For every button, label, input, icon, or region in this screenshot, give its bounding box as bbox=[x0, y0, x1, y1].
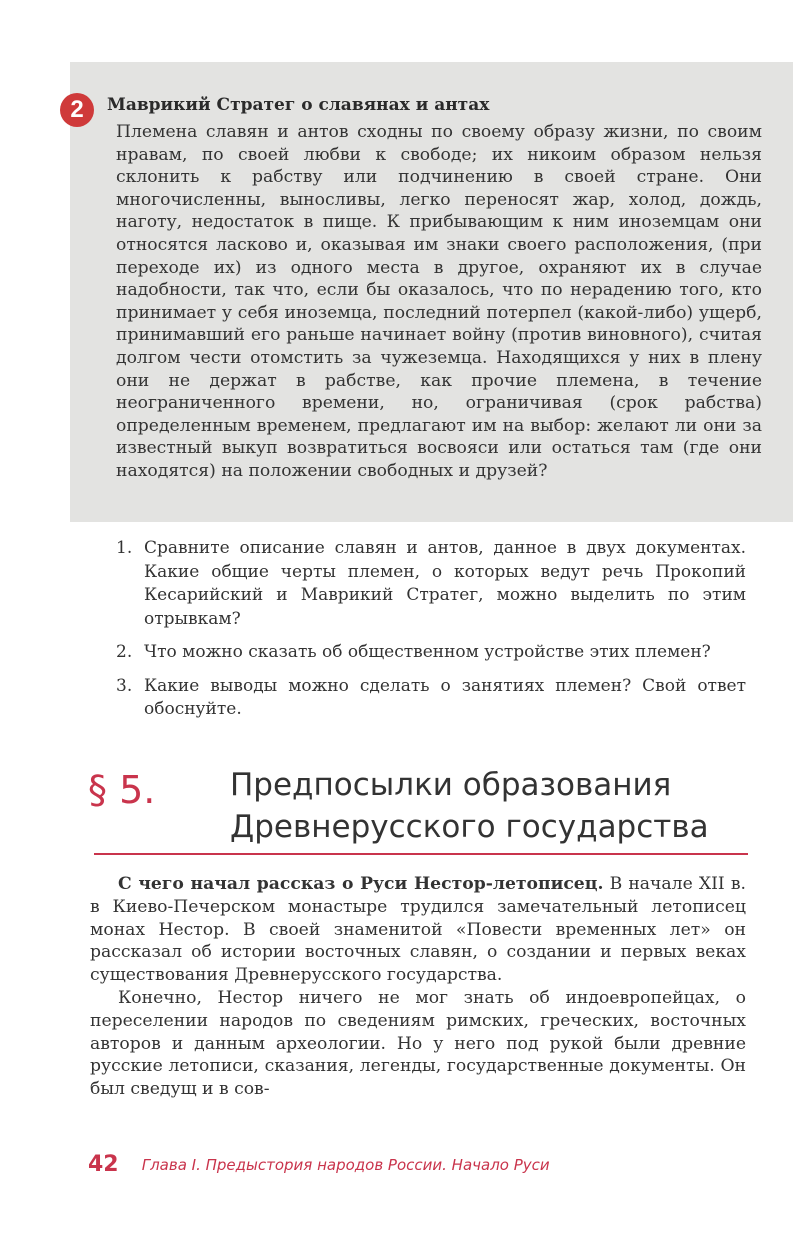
source-text: Племена славян и антов сходны по своему образу жизни, по своим нравам, по своей любви к свободе; их никоим образом нельзя склонить к рабству или подчинению в своей стране. Они многочисленны, выносливы, легко переносят жар, холод, дождь, наготу, недостаток в пище. К прибывающим к ним иноземцам они относятся ласково и, оказывая им знаки своего расположения, (при переходе их) из одного места в другое, охраняют их в случае надобности, так что, если бы оказалось, что по нерадению того, кто принимает у себя иноземца, последний потерпел (какой-либо) ущерб, принимавший его раньше начинает войну (против виновного), считая долгом чести отомстить за чужеземца. Находящихся у них в плену они не держат в рабстве, как прочие племена, в течение неограниченного времени, но, ограничивая (срок рабства) определенным временем, предлагают им на выбор: желают ли они за известный выкуп возвратиться восвояси или остаться там (где они находятся) на положении свободных и друзей? bbox=[116, 122, 762, 481]
question-number: 1. bbox=[116, 538, 133, 558]
chapter-title: Глава I. Предыстория народов России. Начало Руси bbox=[141, 1155, 550, 1174]
section-lead-heading: С чего начал рассказ о Руси Нестор-летописец. bbox=[118, 874, 604, 894]
page-footer bbox=[88, 1152, 550, 1177]
source-number-badge: 2 bbox=[60, 93, 94, 127]
question-text: Что можно сказать об общественном устройстве этих племен? bbox=[144, 642, 711, 662]
question-number: 3. bbox=[116, 675, 133, 696]
question-number: 2. bbox=[116, 642, 133, 662]
body-text bbox=[90, 873, 746, 1101]
source-title: Маврикий Стратег о славянах и антах bbox=[107, 95, 490, 115]
question-item bbox=[116, 641, 746, 665]
title-divider bbox=[94, 853, 748, 855]
paragraph-title-line2: Древнерусского государства bbox=[230, 809, 709, 845]
question-text: Сравните описание славян и антов, данное в двух документах. Какие общие черты племен, о которых ведут речь Прокопий Кесарийский и Маврикий Стратег, можно выделить по этим отрывкам? bbox=[144, 538, 746, 629]
question-text: Какие выводы можно сделать о занятиях племен? Свой ответ обоснуйте. bbox=[144, 675, 746, 719]
body-paragraph bbox=[90, 873, 746, 987]
question-item bbox=[116, 675, 746, 722]
body-paragraph: Конечно, Нестор ничего не мог знать об индоевропейцах, о переселении народов по сведениям римских, греческих, восточных авторов и данным археологии. Но у него под рукой были древние русские летописи, сказания, легенды, государственные документы. Он был сведущ и в сов- bbox=[90, 987, 746, 1100]
body-paragraph-text: В начале XII в. в Киево-Печерском монастыре трудился замечательный летописец монах Нестор. В своей знаменитой «Повести временных лет» он рассказал об истории восточных славян, о создании и первых веках существования Древнерусского государства. bbox=[90, 874, 746, 986]
paragraph-title bbox=[230, 764, 709, 848]
paragraph-title-line1: Предпосылки образования bbox=[230, 767, 672, 803]
paragraph-number: § 5. bbox=[88, 768, 156, 812]
question-item bbox=[116, 537, 746, 631]
page-number: 42 bbox=[88, 1152, 119, 1177]
questions-list bbox=[116, 537, 746, 732]
